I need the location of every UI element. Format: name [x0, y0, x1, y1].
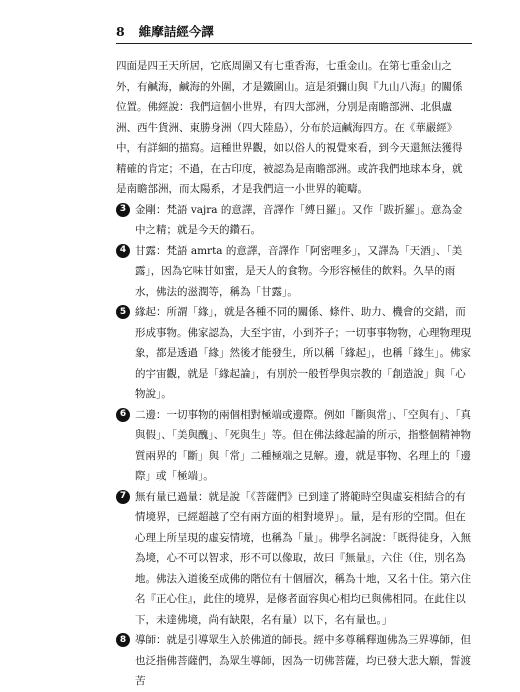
page-number: 8: [116, 23, 125, 39]
running-header: [116, 23, 214, 39]
page-body: [116, 56, 472, 692]
book-title: 維摩詰經今譯: [138, 24, 214, 39]
note-marker-7: 7: [116, 490, 130, 504]
note-text-8: 導師：就是引導眾生入於佛道的師長。經中多尊稱釋迦佛為三界導師，但也泛指佛菩薩們，為眾生導師，因為一切佛菩薩，均已發大悲大願，誓渡苦: [135, 634, 471, 687]
note-item-6: [116, 405, 472, 487]
note-marker-8: 8: [116, 633, 130, 647]
note-marker-5: 5: [116, 305, 130, 319]
note-marker-3: 3: [116, 203, 130, 217]
note-item-7: [116, 487, 472, 631]
note-item-5: [116, 302, 472, 405]
note-text-3: 金剛：梵語 vajra 的意譯，音譯作「縛日羅」。又作「跋折羅」。意為金中之精；就是今天的鑽石。: [135, 203, 463, 236]
intro-paragraph: 四面是四王天所居，它底周圍又有七重香海，七重金山。在第七重金山之外，有鹹海，鹹海的外圍，才是鐵圍山。這是須彌山與『九山八海』的關係位置。佛經說：我們這個小世界，有四大部洲，分別是南瞻部洲、北俱盧洲、西牛貨洲、東勝身洲（四大陸島），分布於這鹹海四方。在《華嚴經》中，有詳細的描寫。這種世界觀，如以俗人的視覺來看，到今天還無法獲得精確的肯定；不過，在古印度，被認為是南瞻部洲。或許我們地球本身，就是南瞻部洲，而太陽系，才是我們這一小世界的範疇。: [116, 60, 463, 195]
note-item-3: [116, 200, 472, 241]
note-marker-6: 6: [116, 408, 130, 422]
note-item-4: [116, 241, 472, 303]
note-text-5: 緣起：所謂「緣」，就是各種不同的關係、條件、助力、機會的交錯，而形成事物。佛家認為，大至宇宙，小到芥子；一切事事物物，心理物理現象，都是透過「緣」然後才能發生，所以稱「緣起」，也稱「緣生」。佛家的宇宙觀，就是「緣起論」，有別於一般哲學與宗教的「創造說」與「心物說」。: [135, 306, 471, 400]
note-item-8: [116, 630, 472, 692]
header-rule: [116, 43, 472, 44]
note-text-6: 二邊：一切事物的兩個相對極端或邊際。例如「斷與常」、「空與有」、「真與假」、「美與醜」、「死與生」等。但在佛法緣起論的所示，指整個精神物質兩界的「斷」與「常」二種極端之見解。邊，就是事物、名理上的「邊際」或「極端」。: [135, 408, 471, 482]
note-text-4: 甘露：梵語 amrta 的意譯，音譯作「阿密哩多」，又譯為「天酒」、「美露」，因為它味甘如蜜，是天人的食物。今形容極佳的飲料。久旱的雨水，佛法的滋潤等，稱為「甘露」。: [135, 244, 463, 298]
note-text-7: 無有量已過量：就是說「《菩薩們》已到達了將範時空與虛妄相結合的有情境界，已經超越了空有兩方面的相對境界」。量，是有形的空間。但在心理上所呈現的虛妄情境，也稱為「量」。佛學名詞說：「既得徒身，入無為境，心不可以智求，形不可以像取，故曰『無量』，六住（住，別名為地。佛法入道後至成佛的階位有十個層次，稱為十地，又名十住。第六住名『正心住』，此住的境界，是修者面容與心相均已與佛相同。在此住以下，未達佛境，尚有缺限，名有量）以下，名有量也。」: [135, 490, 471, 626]
note-marker-4: 4: [116, 244, 130, 258]
